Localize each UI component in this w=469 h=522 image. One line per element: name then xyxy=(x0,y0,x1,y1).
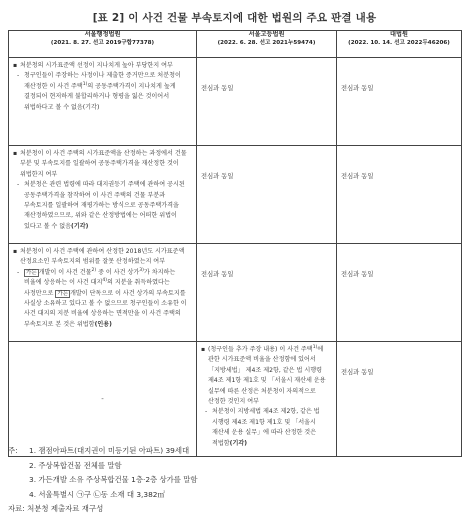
issue-text: 처분청이 이 사건 주택의 시가표준액을 산정하는 과정에서 건물 부분 및 부속토지를 일괄하여 공동주택가격을 재산정한 것이 위법한지 여부 xyxy=(20,150,187,178)
reasoning-text: 처분청이 지방세법 제4조 제2항, 같은 법 시행령 제4조 제1항 제1호 및 「서울시 재산세 운용 실무」에 따라 산정한 것은 적법함(기각) xyxy=(212,408,320,447)
footnotes xyxy=(8,444,461,517)
table-row xyxy=(9,146,462,244)
supreme-court-verdict: 전심과 동일 xyxy=(341,271,374,278)
issue-text: 처분청의 시가표준액 선정이 지나치게 높아 부당한지 여부 xyxy=(20,62,173,69)
table-row xyxy=(9,342,462,457)
admin-court-judgment xyxy=(9,244,196,332)
footnote-item: 2. 주상복합건물 전체를 말함 xyxy=(29,460,122,470)
footnote-item: 1. 잼점아파트(대지권이 미등기된 아파트) 39세대 xyxy=(29,446,190,455)
case-number: (2022. 6. 28. 선고 2021누59474) xyxy=(217,40,316,46)
bullet-icon: ▪ xyxy=(13,62,18,69)
high-court-verdict: 전심과 동일 xyxy=(201,271,234,278)
source-note: 자료: 처분청 제출자료 재구성 xyxy=(8,504,104,514)
judgment-table xyxy=(8,30,462,457)
admin-court-empty: - xyxy=(9,342,197,457)
footnote-prefix: 주: xyxy=(8,446,18,455)
header-supreme-court xyxy=(337,31,462,58)
court-name: 서울행정법원 xyxy=(84,31,121,38)
table-row xyxy=(9,244,462,342)
supreme-court-verdict: 전심과 동일 xyxy=(341,85,374,92)
footnote-item: 4. 서울특별시 ㉠구 ㉡동 소재 대 3,382㎡ xyxy=(29,489,165,499)
table-header-row xyxy=(9,31,462,58)
high-court-judgment xyxy=(197,342,336,451)
court-name: 대법원 xyxy=(390,31,408,38)
admin-court-judgment xyxy=(9,58,196,115)
reasoning-text: 처분청은 관련 법령에 따라 대지권등기 주택에 관하여 공시된 공동주택가격을 참작하여 이 사건 주택의 건물 부분과 부속토지를 일괄하여 재평가하는 방식으로 공동주택가격을 재산정하였으므로, 위와 같은 산정방법에는 어떠한 위법이 있다고 볼 수 없음(기각) xyxy=(24,181,185,230)
reasoning-text: 가든 개발이 이 사건 건물$^{2)}$ 중 이 사건 상가$^{3)}$가 차지하는 비율에 상응하는 이 사건 대지$^{4)}$의 지분을 취득하였다는 사정만으로 가든 개발이 단독으로 이 사건 상가의 부속토지를 사실상 소유하고 있다고 볼 수 없으므로 청구인들이 소유한 이 사건 대지의 지분 비율에 상응하는 면적만을 이 사건 주택의 부속토지로 본 것은 위법함(인용) xyxy=(24,267,187,328)
supreme-court-verdict: 전심과 동일 xyxy=(341,369,374,376)
dash-icon: - xyxy=(17,181,20,189)
table-row xyxy=(9,58,462,146)
supreme-court-verdict: 전심과 동일 xyxy=(341,173,374,180)
bullet-icon: ▪ xyxy=(13,150,18,157)
reasoning-text: 청구인들이 주장하는 사정이나 제출한 증거만으로 처분청이 재산정한 이 사건 주택$^{1)}$의 공동주택가격이 지나치게 높게 결정되어 현저하게 불합리하거나 형평을 잃은 것이어서 위법하다고 볼 수 없음(기각) xyxy=(24,72,181,111)
header-seoul-admin-court xyxy=(9,31,197,58)
court-name: 서울고등법원 xyxy=(248,31,285,38)
dash-icon: - xyxy=(17,268,20,276)
admin-court-judgment xyxy=(9,146,196,234)
bullet-icon: ▪ xyxy=(13,248,18,255)
high-court-verdict: 전심과 동일 xyxy=(201,85,234,92)
bullet-icon: ▪ xyxy=(201,346,206,353)
header-seoul-high-court xyxy=(197,31,337,58)
high-court-verdict: 전심과 동일 xyxy=(201,173,234,180)
case-number: (2022. 10. 14. 선고 2022두46206) xyxy=(348,40,450,46)
table-title: [표 2] 이 사건 건물 부속토지에 대한 법원의 주요 판결 내용 xyxy=(92,12,377,24)
dash-icon: - xyxy=(17,72,20,80)
issue-text: (청구인들 추가 주장 내용) 이 사건 주택$^{1)}$에 관한 시가표준액 비율을 산정함에 있어서 「지방세법」 제4조 제2항, 같은 법 시행령 제4조 제1항 제1호 및 「서울시 재산세 운용 실무에 따른 산정은 처분청이 자의적으로 산정한 것인지 여부 xyxy=(208,344,326,406)
issue-text: 처분청이 이 사건 주택에 관하여 산정한 2018년도 시가표준액 산정요소인 부속토지의 범위를 잘못 산정하였는지 여부 xyxy=(20,248,185,266)
footnote-item: 3. 가든개발 소유 주상복합건물 1층·2층 상가를 말함 xyxy=(29,475,198,485)
case-number: (2021. 8. 27. 선고 2019구합77378) xyxy=(50,40,155,46)
dash-icon: - xyxy=(205,408,208,416)
